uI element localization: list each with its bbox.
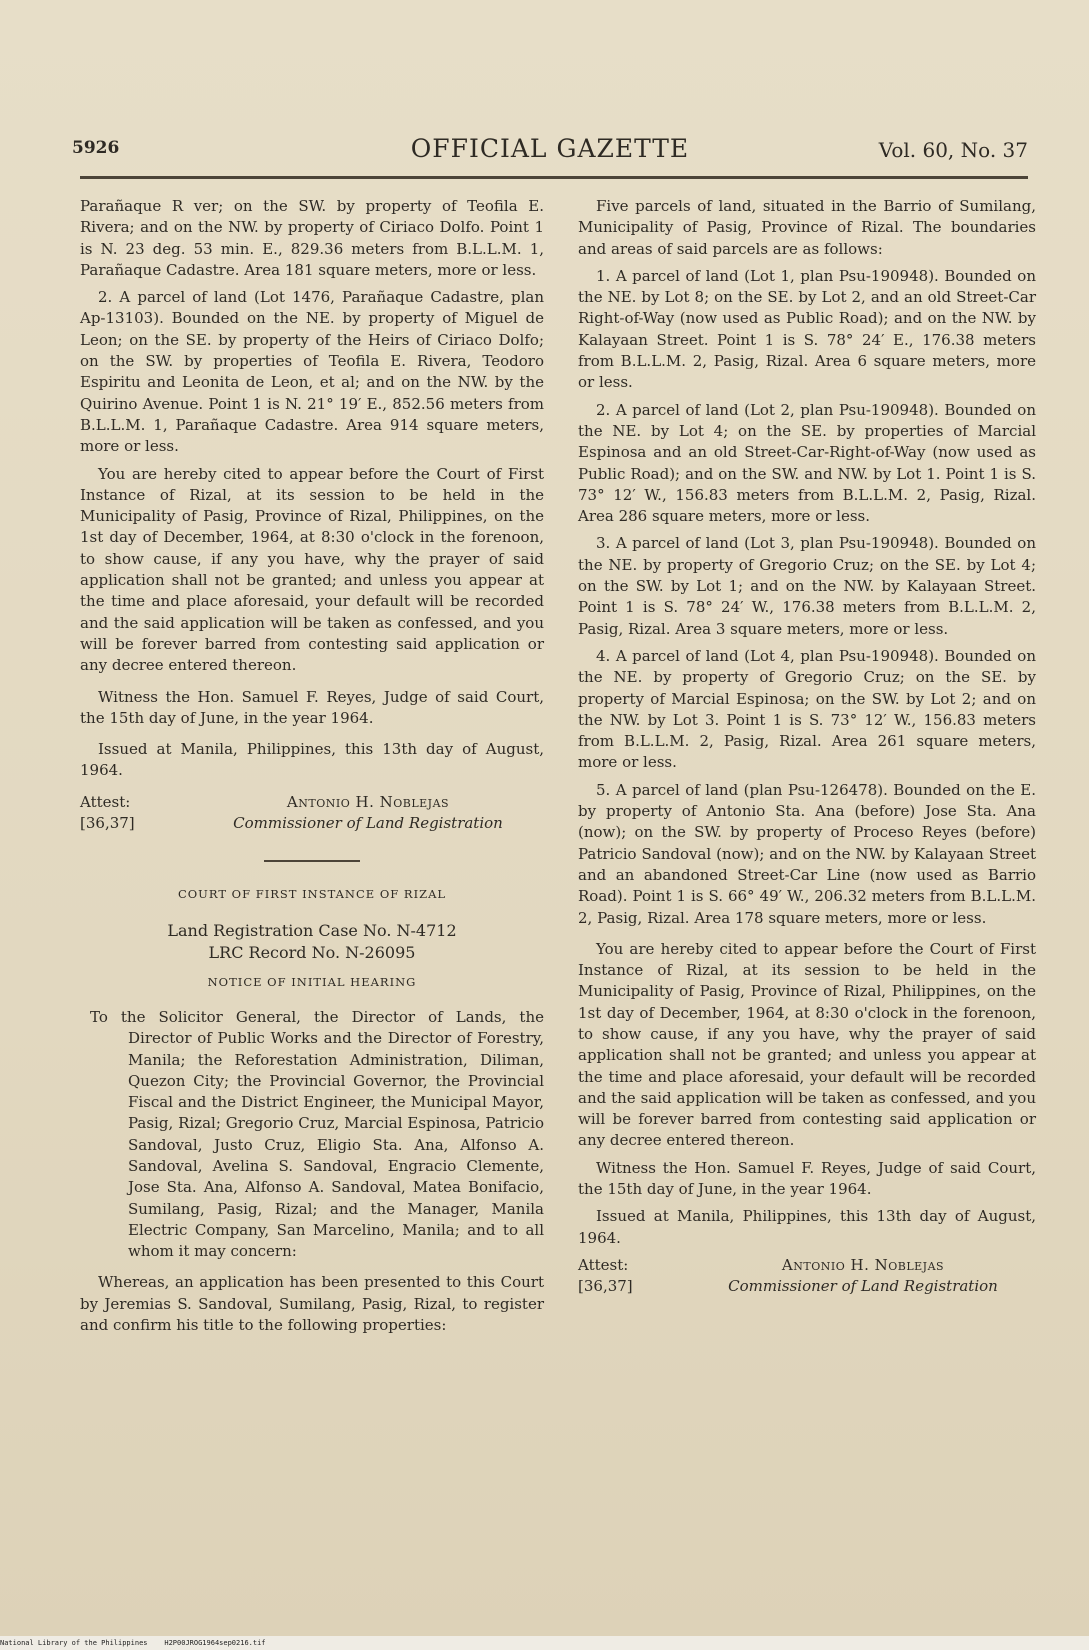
lot-3-paragraph: 3. A parcel of land (Lot 3, plan Psu-190948). Bounded on the NE. by property of Gregorio Cruz; on the SE. by Lot 4; on the SW. by Lot 1; and on the NW. by Kalayaan Street. Point 1 is S. 78° 24′ W., 176.38 meters from B.L.L.M. 2, Pasig, Rizal. Area 3 square meters, more or less. [578,534,1036,638]
witness-paragraph-right: Witness the Hon. Samuel F. Reyes, Judge of said Court, the 15th day of June, in the year 1964. [578,1158,1036,1199]
whereas-paragraph: Whereas, an application has been presented to this Court by Jeremias S. Sandoval, Sumilang, Pasig, Rizal, to register and confirm his title to the following properties: [80,1273,544,1335]
right-column [578,196,1036,1298]
attest-block [80,792,544,835]
volume-number: Vol. 60, No. 37 [878,138,1028,162]
attest-title: Commissioner of Land Registration [728,1277,998,1296]
page-header [72,134,1028,174]
citation-paragraph-right: You are hereby cited to appear before the Court of First Instance of Rizal, at its session to be held in the Municipality of Pasig, Province of Rizal, Philippines, on the 1st day of December, 1964, at 8:30 o'clock in the forenoon, to show cause, if any you have, why the prayer of said application shall not be granted; and unless you appear at the time and place aforesaid, your default will be recorded and the said application will be taken as confessed, and you will be forever barred from contesting said application or any decree entered thereon. [578,939,1036,1150]
citation-paragraph: You are hereby cited to appear before the Court of First Instance of Rizal, at its session to be held in the Municipality of Pasig, Province of Rizal, Philippines, on the 1st day of December, 1964, at 8:30 o'clock in the forenoon, to show cause, if any you have, why the prayer of said application shall not be granted; and unless you appear at the time and place aforesaid, your default will be recorded and the said application will be taken as confessed, and you will be forever barred from contesting said application or any decree entered thereon. [80,464,544,675]
publication-title: OFFICIAL GAZETTE [410,134,690,163]
parcel-2-paragraph: 2. A parcel of land (Lot 1476, Parañaque Cadastre, plan Ap-13103). Bounded on the NE. by property of Miguel de Leon; on the SE. by property of the Heirs of Ciriaco Dolfo; on the SW. by properties of Teofila E. Rivera, Teodoro Espiritu and Leonita de Leon, et al; and on the NW. by the Quirino Avenue. Point 1 is N. 21° 19′ E., 852.56 meters from B.L.L.M. 1, Parañaque Cadastre. Area 914 square meters, more or less. [80,288,544,456]
parcels-intro: Five parcels of land, situated in the Barrio of Sumilang, Municipality of Pasig, Province of Rizal. The boundaries and areas of said parcels are as follows: [578,197,1036,258]
header-rule [80,176,1028,179]
footer-library: National Library of the Philippines [0,1639,148,1647]
lrc-record: LRC Record No. N-26095 [208,942,416,962]
issued-paragraph: Issued at Manila, Philippines, this 13th day of August, 1964. [80,740,544,780]
left-column [80,196,544,1336]
attest-name: Antonio H. Noblejas [781,1255,945,1274]
section-divider [264,860,360,862]
issued-paragraph-right: Issued at Manila, Philippines, this 13th day of August, 1964. [578,1207,1036,1247]
witness-paragraph: Witness the Hon. Samuel F. Reyes, Judge of said Court, the 15th day of June, in the year 1964. [80,687,544,727]
addressee-paragraph: To the Solicitor General, the Director of Lands, the Director of Public Works and the Director of Forestry, Manila; the Reforestation Administration, Diliman, Quezon City; the Provincial Governor, the Provincial Fiscal and the District Engineer, the Municipal Mayor, Pasig, Rizal; Gregorio Cruz, Marcial Espinosa, Patricio Sandoval, Justo Cruz, Eligio Sta. Ana, Alfonso A. Sandoval, Avelina S. Sandoval, Engracio Clemente, Jose Sta. Ana, Alfonso A. Sandoval, Matea Bonifacio, Sumilang, Pasig, Rizal; and the Manager, Manila Electric Company, San Marcelino, Manila; and to all whom it may concern: [90,1007,544,1261]
scan-footer [0,1639,266,1647]
page-number: 5926 [72,138,120,158]
attest-ref: [36,37] [578,1277,633,1296]
lot-2-paragraph: 2. A parcel of land (Lot 2, plan Psu-190948). Bounded on the NE. by Lot 4; on the SE. by properties of Marcial Espinosa and an old Street-Car-Right-of-Way (now used as Public Road); and on the SW. and NW. by Lot 1. Point 1 is S. 73° 12′ W., 156.83 meters from B.L.L.M. 2, Pasig, Rizal. Area 286 square meters, more or less. [578,400,1036,526]
attest-label: Attest: [80,792,131,811]
attest-block-right [578,1255,1036,1298]
lot-1-paragraph: 1. A parcel of land (Lot 1, plan Psu-190948). Bounded on the NE. by Lot 8; on the SE. by Lot 2, and an old Street-Car Right-of-Way (now used as Public Road); and on the NW. by Kalayaan Street. Point 1 is S. 78° 24′ E., 176.38 meters from B.L.L.M. 2, Pasig, Rizal. Area 6 square meters, more or less. [578,266,1036,392]
lot-4-paragraph: 4. A parcel of land (Lot 4, plan Psu-190948). Bounded on the NE. by property of Gregorio Cruz; on the SE. by property of Marcial Espinosa; on the SW. by Lot 2; and on the NW. by Lot 3. Point 1 is S. 73° 12′ W., 156.83 meters from B.L.L.M. 2, Pasig, Rizal. Area 261 square meters, more or less. [578,646,1036,772]
attest-name: Antonio H. Noblejas [286,792,450,811]
paragraph-continued: Parañaque R ver; on the SW. by property of Teofila E. Rivera; and on the NW. by property of Ciriaco Dolfo. Point 1 is N. 23 deg. 53 min. E., 829.36 meters from B.L.L.M. 1, Parañaque Cadastre. Area 181 square meters, more or less. [80,197,544,279]
parcel-5-paragraph: 5. A parcel of land (plan Psu-126478). Bounded on the E. by property of Antonio Sta. Ana (before) Jose Sta. Ana (now); on the SW. by property of Proceso Reyes (before) Patricio Sandoval (now); and on the NW. by Kalayaan Street and an abandoned Street-Car Line (now used as Barrio Road). Point 1 is S. 66° 49′ W., 206.32 meters from B.L.L.M. 2, Pasig, Rizal. Area 178 square meters, more or less. [578,780,1036,927]
attest-title: Commissioner of Land Registration [233,814,503,833]
attest-label: Attest: [578,1255,629,1274]
attest-ref: [36,37] [80,814,135,833]
case-number: Land Registration Case No. N-4712 [167,920,457,940]
court-heading: COURT OF FIRST INSTANCE OF RIZAL [177,887,447,902]
footer-file: H2P00JROG1964sep0216.tif [164,1639,266,1647]
notice-heading: NOTICE OF INITIAL HEARING [207,974,417,989]
